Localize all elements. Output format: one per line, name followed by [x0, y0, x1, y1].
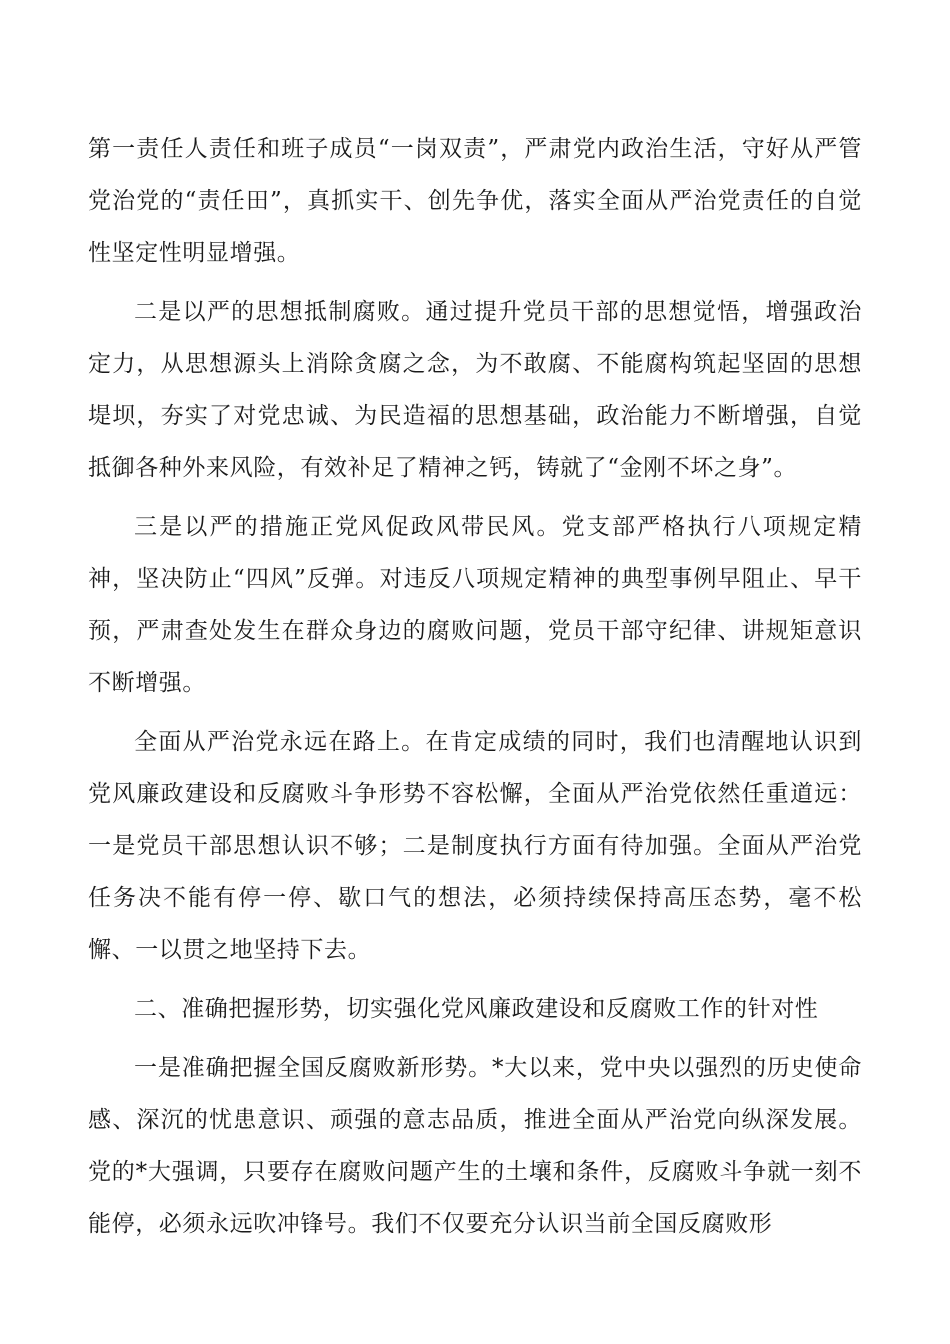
document-body	[88, 123, 862, 1250]
paragraph-ideology: 二是以严的思想抵制腐败。通过提升党员干部的思想觉悟，增强政治定力，从思想源头上消除贪腐之念，为不敢腐、不能腐构筑起坚固的思想堤坝，夯实了对党忠诚、为民造福的思想基础，政治能力不断增强，自觉抵御各种外来风险，有效补足了精神之钙，铸就了“金刚不坏之身”。	[88, 299, 862, 481]
section-heading: 二、准确把握形势，切实强化党风廉政建设和反腐败工作的针对性	[134, 996, 819, 1022]
paragraph-measures: 三是以严的措施正党风促政风带民风。党支部严格执行八项规定精神，坚决防止“四风”反弹。对违反八项规定精神的典型事例早阻止、早干预，严肃查处发生在群众身边的腐败问题，党员干部守纪律、讲规矩意识不断增强。	[88, 514, 862, 696]
paragraph-shortcomings: 全面从严治党永远在路上。在肯定成绩的同时，我们也清醒地认识到党风廉政建设和反腐败斗争形势不容松懈，全面从严治党依然任重道远：一是党员干部思想认识不够；二是制度执行方面有待加强。全面从严治党任务决不能有停一停、歇口气的想法，必须持续保持高压态势，毫不松懈、一以贯之地坚持下去。	[88, 729, 862, 963]
paragraph-continuation: 第一责任人责任和班子成员“一岗双责”，严肃党内政治生活，守好从严管党治党的“责任田”，真抓实干、创先争优，落实全面从严治党责任的自觉性坚定性明显增强。	[88, 136, 862, 266]
paragraph-situation: 一是准确把握全国反腐败新形势。*大以来，党中央以强烈的历史使命感、深沉的忧患意识、顽强的意志品质，推进全面从严治党向纵深发展。党的*大强调，只要存在腐败问题产生的土壤和条件，反腐败斗争就一刻不能停，必须永远吹冲锋号。我们不仅要充分认识当前全国反腐败形	[88, 1055, 862, 1237]
